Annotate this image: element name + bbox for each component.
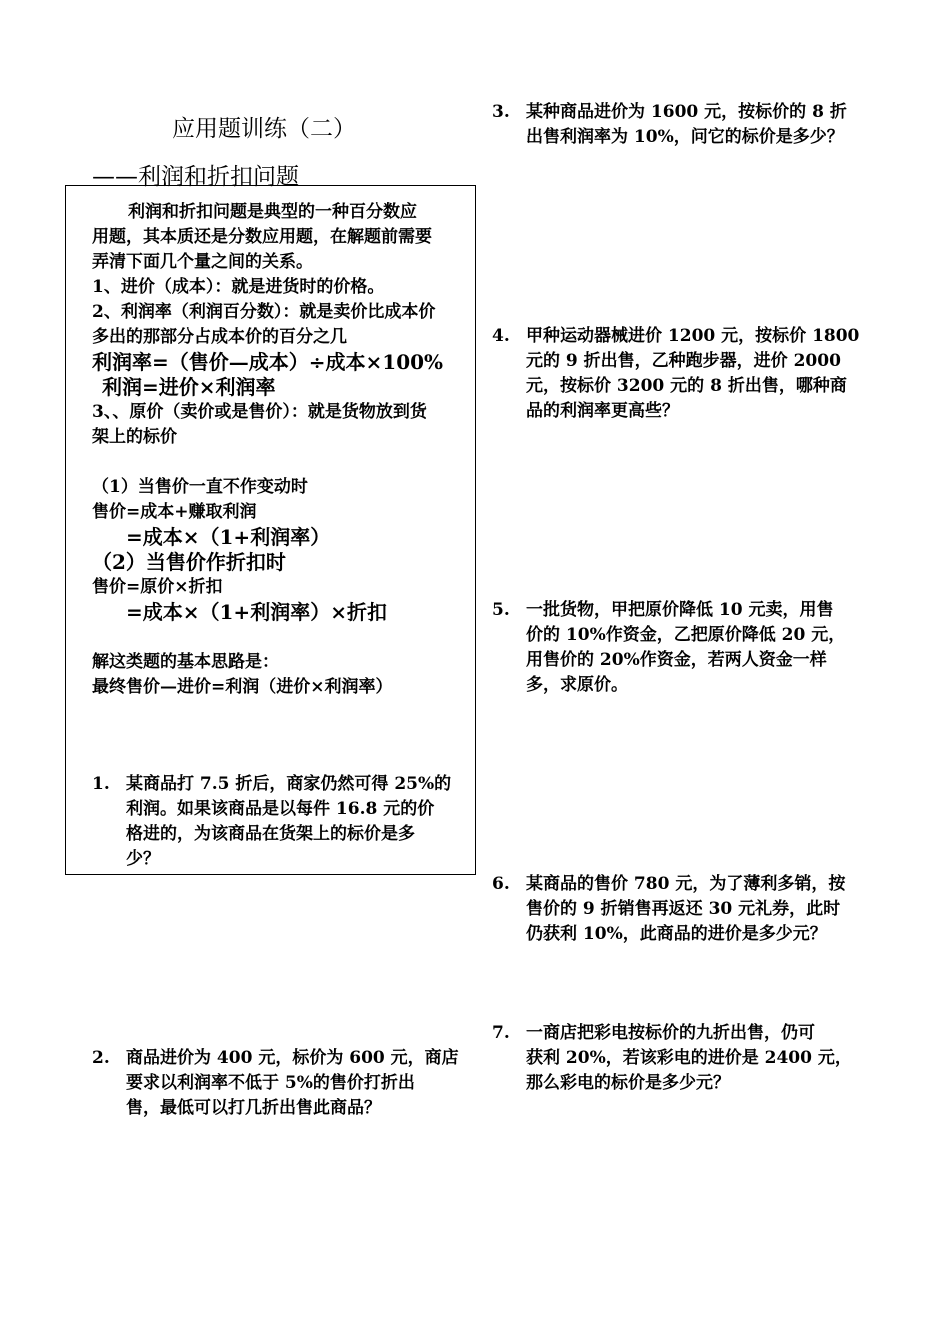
- question-line: 要求以利润率不低于 5%的售价打折出: [126, 1073, 415, 1093]
- question-3: [492, 100, 872, 150]
- question-line: 多，求原价。: [526, 675, 628, 695]
- question-6: [492, 872, 872, 947]
- question-line: 售，最低可以打几折出售此商品？: [126, 1098, 381, 1118]
- question-line: 少？: [126, 849, 160, 869]
- definition-price: 3、、原价（卖价或是售价）：就是货物放到货: [92, 402, 427, 422]
- case-1-formula-cont: =成本×（1+利润率）: [126, 525, 331, 549]
- question-text: [526, 100, 866, 150]
- case-2-formula-cont: =成本×（1+利润率）×折扣: [126, 600, 387, 624]
- question-1: [92, 772, 472, 872]
- question-number: 1.: [92, 774, 110, 794]
- intro-line: 弄清下面几个量之间的关系。: [92, 252, 313, 272]
- question-line: 利润。如果该商品是以每件 16.8 元的价: [126, 799, 435, 819]
- question-text: [526, 872, 866, 947]
- page-subtitle: ——利润和折扣问题: [92, 164, 299, 190]
- case-1-formula: 售价=成本+赚取利润: [92, 502, 257, 522]
- definition-profit-rate-cont: 多出的那部分占成本价的百分之几: [92, 327, 347, 347]
- spacer: [92, 625, 462, 650]
- question-number: 4.: [492, 326, 510, 346]
- question-line: 某种商品进价为 1600 元，按标价的 8 折: [526, 102, 847, 122]
- case-1-heading: （1）当售价一直不作变动时: [92, 477, 308, 497]
- question-line: 元的 9 折出售，乙种跑步器，进价 2000: [526, 351, 841, 371]
- question-number: 6.: [492, 874, 510, 894]
- question-5: [492, 598, 872, 698]
- formula-profit-rate: 利润率=（售价—成本）÷成本×100%: [92, 350, 444, 374]
- question-number: 7.: [492, 1023, 510, 1043]
- question-number: 2.: [92, 1048, 110, 1068]
- page-title: 应用题训练（二）: [172, 116, 356, 142]
- question-7: [492, 1021, 872, 1096]
- definition-cost: 1、进价（成本）：就是进货时的价格。: [92, 277, 385, 297]
- definition-profit-rate: 2、利润率（利润百分数）：就是卖价比成本价: [92, 302, 436, 322]
- intro-line: 用题，其本质还是分数应用题，在解题前需要: [92, 227, 432, 247]
- question-text: [526, 598, 866, 698]
- case-2-heading: （2）当售价作折扣时: [92, 550, 286, 574]
- question-line: 商品进价为 400 元，标价为 600 元，商店: [126, 1048, 459, 1068]
- question-line: 格进的，为该商品在货架上的标价是多: [126, 824, 415, 844]
- question-line: 一批货物，甲把原价降低 10 元卖，用售: [526, 600, 834, 620]
- question-line: 元，按标价 3200 元的 8 折出售，哪种商: [526, 376, 847, 396]
- approach-formula: 最终售价—进价=利润（进价×利润率）: [92, 677, 393, 697]
- intro-line: 利润和折扣问题是典型的一种百分数应: [128, 202, 417, 222]
- question-4: [492, 324, 872, 424]
- case-2-formula: 售价=原价×折扣: [92, 577, 223, 597]
- formula-profit: 利润=进价×利润率: [102, 375, 276, 399]
- question-2: [92, 1046, 472, 1121]
- question-number: 3.: [492, 102, 510, 122]
- question-line: 一商店把彩电按标价的九折出售，仍可: [526, 1023, 815, 1043]
- question-line: 甲种运动器械进价 1200 元，按标价 1800: [526, 326, 860, 346]
- question-line: 某商品的售价 780 元，为了薄利多销，按: [526, 874, 846, 894]
- question-text: [526, 1021, 866, 1096]
- question-line: 获利 20%，若该彩电的进价是 2400 元，: [526, 1048, 852, 1068]
- question-line: 出售利润率为 10%，问它的标价是多少？: [526, 127, 844, 147]
- question-line: 售价的 9 折销售再返还 30 元礼券，此时: [526, 899, 841, 919]
- question-text: [126, 1046, 466, 1121]
- question-line: 用售价的 20%作资金，若两人资金一样: [526, 650, 827, 670]
- approach-heading: 解这类题的基本思路是：: [92, 652, 279, 672]
- question-number: 5.: [492, 600, 510, 620]
- concept-text: [92, 200, 462, 700]
- question-text: [126, 772, 466, 872]
- definition-price-cont: 架上的标价: [92, 427, 177, 447]
- question-line: 仍获利 10%，此商品的进价是多少元？: [526, 924, 827, 944]
- question-line: 价的 10%作资金，乙把原价降低 20 元，: [526, 625, 846, 645]
- question-line: 那么彩电的标价是多少元？: [526, 1073, 730, 1093]
- question-line: 品的利润率更高些？: [526, 401, 679, 421]
- question-text: [526, 324, 866, 424]
- spacer: [92, 450, 462, 475]
- question-line: 某商品打 7.5 折后，商家仍然可得 25%的: [126, 774, 452, 794]
